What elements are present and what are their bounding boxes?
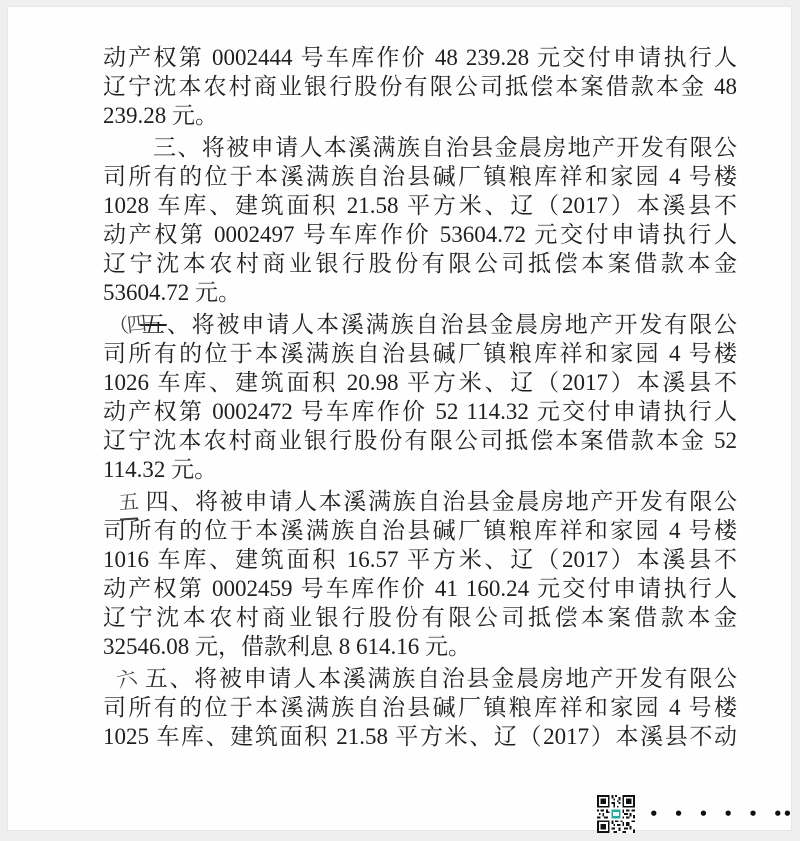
text-segment: 、将被申请人本溪满族自治县金晨房地产开发有限公: [169, 666, 737, 691]
struck-item-number: 五: [140, 312, 167, 337]
text-line: 1025 车库、建筑面积 21.58 平方米、辽（2017）本溪县不动: [103, 724, 737, 749]
dotted-marks: • • • • • ••: [649, 805, 793, 823]
text-line: 司所有的位于本溪满族自治县碱厂镇粮库祥和家园 4 号楼: [103, 341, 737, 366]
paragraph-3: [103, 310, 737, 484]
text-line: 司所有的位于本溪满族自治县碱厂镇粮库祥和家园 4 号楼: [103, 164, 737, 189]
document-text: [103, 43, 737, 754]
paragraph-4: [103, 487, 737, 661]
text-line: 司所有的位于本溪满族自治县碱厂镇粮库祥和家园 4 号楼: [103, 518, 737, 543]
text-line: 辽宁沈本农村商业银行股份有限公司抵偿本案借款本金 48: [103, 74, 737, 99]
document-page: [8, 7, 791, 830]
handwritten-correction: 六: [114, 667, 138, 693]
paragraph-1: [103, 43, 737, 130]
page-footer: [595, 795, 792, 833]
text-line: 1026 车库、建筑面积 20.98 平方米、辽（2017）本溪县不: [103, 370, 737, 395]
text-line: 1028 车库、建筑面积 21.58 平方米、辽（2017）本溪县不: [103, 193, 737, 218]
text-line: [103, 664, 737, 693]
item-number: 四: [144, 489, 171, 514]
text-line: 司所有的位于本溪满族自治县碱厂镇粮库祥和家园 4 号楼: [103, 695, 737, 720]
text-line: 动产权第 0002497 号车库作价 53604.72 元交付申请执行人: [103, 222, 737, 247]
handwritten-correction: （四: [107, 313, 146, 339]
text-line: 动产权第 0002472 号车库作价 52 114.32 元交付申请执行人: [103, 399, 737, 424]
text-line: 114.32 元。: [103, 457, 218, 482]
text-line: 239.28 元。: [103, 103, 218, 128]
text-line: 三、将被申请人本溪满族自治县金晨房地产开发有限公: [153, 135, 737, 160]
paragraph-2: [103, 133, 737, 307]
text-line: 32546.08 元，借款利息 8 614.16 元。: [103, 634, 471, 659]
item-number: 五: [143, 666, 170, 691]
text-line: 动产权第 0002444 号车库作价 48 239.28 元交付申请执行人: [103, 45, 737, 70]
text-segment: 、将被申请人本溪满族自治县金晨房地产开发有限公: [166, 312, 737, 337]
text-line: [103, 310, 737, 339]
text-line: 辽宁沈本农村商业银行股份有限公司抵偿本案借款本金: [103, 251, 737, 276]
text-line: [103, 487, 737, 516]
handwritten-correction: 五: [118, 488, 138, 520]
text-line: 1016 车库、建筑面积 16.57 平方米、辽（2017）本溪县不: [103, 547, 737, 572]
text-line: 辽宁沈本农村商业银行股份有限公司抵偿本案借款本金: [103, 605, 737, 630]
paragraph-5: [103, 664, 737, 751]
text-line: 辽宁沈本农村商业银行股份有限公司抵偿本案借款本金 52: [103, 428, 737, 453]
text-line: 动产权第 0002459 号车库作价 41 160.24 元交付申请执行人: [103, 576, 737, 601]
qr-code-icon: [595, 795, 637, 833]
text-line: 53604.72 元。: [103, 280, 241, 305]
text-segment: 、将被申请人本溪满族自治县金晨房地产开发有限公: [170, 489, 738, 514]
